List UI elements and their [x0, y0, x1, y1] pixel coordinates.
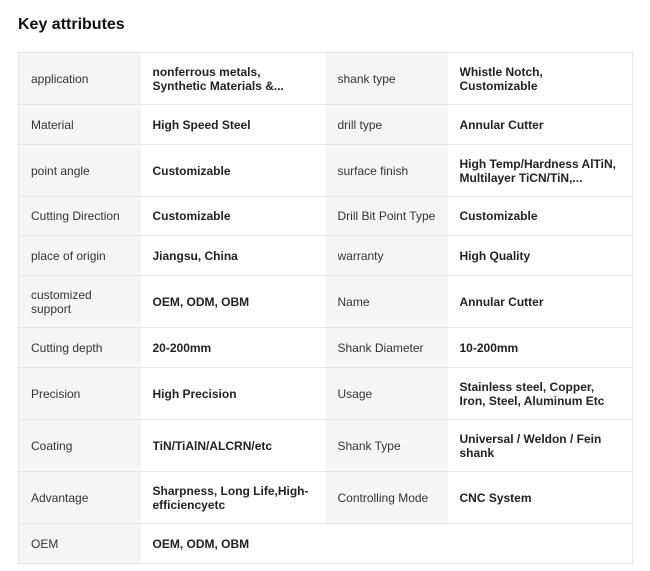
attribute-label: Cutting Direction	[19, 197, 141, 236]
attribute-label: customized support	[19, 276, 141, 328]
attribute-label: warranty	[326, 236, 448, 276]
attribute-value: Annular Cutter	[448, 276, 633, 328]
attribute-row	[19, 328, 633, 368]
attribute-value: Customizable	[141, 197, 326, 236]
attribute-label: application	[19, 53, 141, 105]
attribute-value: High Temp/Hardness AlTiN, Multilayer TiCN/TiN,...	[448, 145, 633, 197]
attribute-label: Cutting depth	[19, 328, 141, 368]
attribute-value: CNC System	[448, 472, 633, 524]
attribute-label: Shank Diameter	[326, 328, 448, 368]
attribute-label: Controlling Mode	[326, 472, 448, 524]
attribute-label: Usage	[326, 368, 448, 420]
attribute-row	[19, 145, 633, 197]
section-title: Key attributes	[18, 16, 125, 33]
attribute-label: Drill Bit Point Type	[326, 197, 448, 236]
attribute-label: point angle	[19, 145, 141, 197]
attribute-value: OEM, ODM, OBM	[141, 524, 326, 564]
attribute-label: Name	[326, 276, 448, 328]
attribute-value: Whistle Notch, Customizable	[448, 53, 633, 105]
attribute-value: Stainless steel, Copper, Iron, Steel, Aluminum Etc	[448, 368, 633, 420]
attribute-value: Universal / Weldon / Fein shank	[448, 420, 633, 472]
attribute-value: Jiangsu, China	[141, 236, 326, 276]
empty-cell	[326, 524, 448, 564]
attribute-row	[19, 368, 633, 420]
attribute-label: Shank Type	[326, 420, 448, 472]
attribute-value: TiN/TiAlN/ALCRN/etc	[141, 420, 326, 472]
attribute-label: place of origin	[19, 236, 141, 276]
attribute-label: drill type	[326, 105, 448, 145]
attribute-value: High Precision	[141, 368, 326, 420]
attribute-label: Coating	[19, 420, 141, 472]
attribute-label: Material	[19, 105, 141, 145]
attribute-row	[19, 276, 633, 328]
attribute-row	[19, 53, 633, 105]
attribute-row	[19, 472, 633, 524]
attribute-value: Annular Cutter	[448, 105, 633, 145]
empty-cell	[448, 524, 633, 564]
attribute-label: shank type	[326, 53, 448, 105]
attribute-value: High Quality	[448, 236, 633, 276]
attribute-value: Customizable	[141, 145, 326, 197]
attribute-value: Sharpness, Long Life,High-efficiencyetc	[141, 472, 326, 524]
attribute-value: nonferrous metals, Synthetic Materials &...	[141, 53, 326, 105]
attribute-value: 20-200mm	[141, 328, 326, 368]
attribute-row	[19, 197, 633, 236]
attribute-row	[19, 524, 633, 564]
attribute-label: Advantage	[19, 472, 141, 524]
attribute-value: 10-200mm	[448, 328, 633, 368]
attribute-row	[19, 420, 633, 472]
attribute-label: Precision	[19, 368, 141, 420]
attribute-row	[19, 236, 633, 276]
attribute-value: Customizable	[448, 197, 633, 236]
attribute-value: OEM, ODM, OBM	[141, 276, 326, 328]
key-attributes-table	[18, 52, 633, 564]
attribute-row	[19, 105, 633, 145]
attribute-label: surface finish	[326, 145, 448, 197]
attribute-value: High Speed Steel	[141, 105, 326, 145]
attribute-label: OEM	[19, 524, 141, 564]
